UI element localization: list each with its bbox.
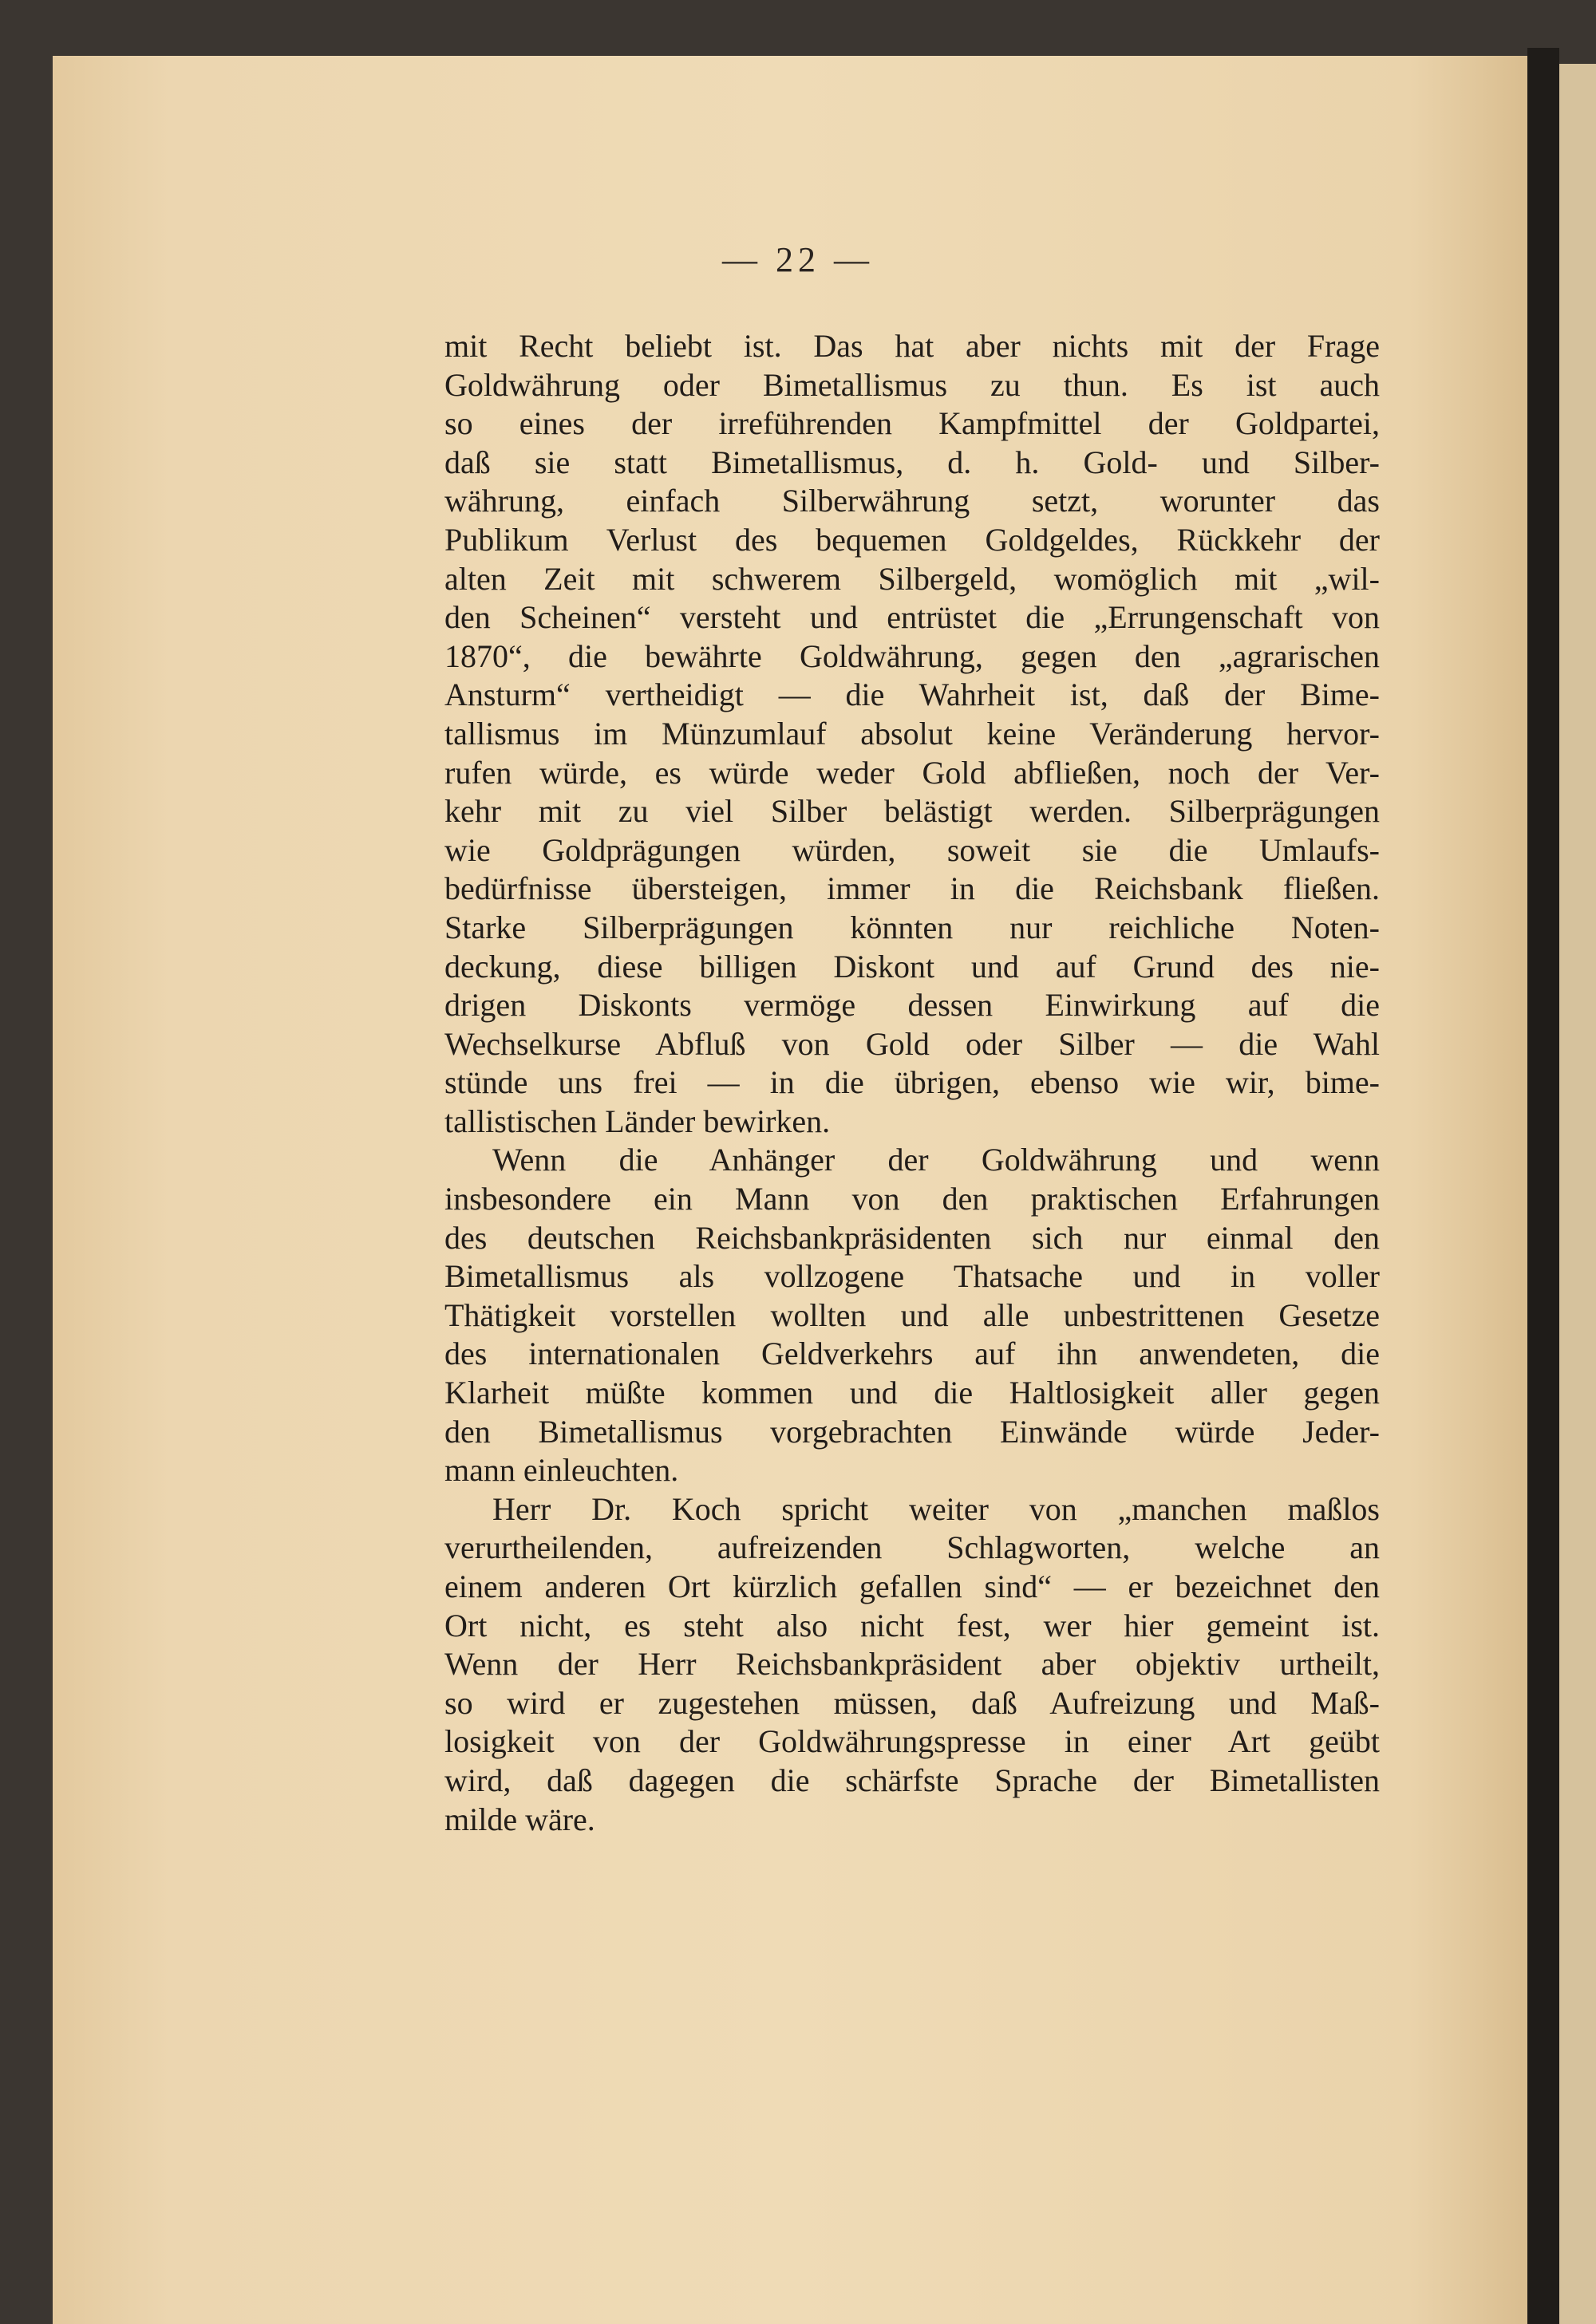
text-line: losigkeit von der Goldwährungspresse in einer Art geübt: [444, 1723, 1380, 1760]
text-line: milde wäre.: [444, 1801, 595, 1837]
text-line: Wenn der Herr Reichsbankpräsident aber objektiv urtheilt,: [444, 1646, 1380, 1683]
text-line: deckung, diese billigen Diskont und auf Grund des nie-: [444, 948, 1380, 984]
text-line: mit Recht beliebt ist. Das hat aber nichts mit der Frage: [444, 328, 1380, 364]
text-line: Wenn die Anhänger der Goldwährung und wenn: [492, 1142, 1380, 1178]
text-line: rufen würde, es würde weder Gold abfließen, noch der Ver-: [444, 754, 1380, 791]
text-line: währung, einfach Silberwährung setzt, worunter das: [444, 483, 1380, 519]
body-text: [444, 327, 1380, 1839]
text-line: Klarheit müßte kommen und die Haltlosigkeit aller gegen: [444, 1375, 1380, 1411]
text-line: tallistischen Länder bewirken.: [444, 1103, 831, 1139]
book-gutter: [1527, 48, 1559, 2324]
text-line: Bimetallismus als vollzogene Thatsache und in voller: [444, 1258, 1380, 1295]
text-line: drigen Diskonts vermöge dessen Einwirkung auf die: [444, 987, 1380, 1024]
text-line: bedürfnisse übersteigen, immer in die Reichsbank fließen.: [444, 870, 1380, 907]
text-line: verurtheilenden, aufreizenden Schlagworten, welche an: [444, 1529, 1380, 1566]
text-line: Ansturm“ vertheidigt — die Wahrheit ist, daß der Bime-: [444, 677, 1380, 713]
text-line: Publikum Verlust des bequemen Goldgeldes, Rückkehr der: [444, 521, 1380, 558]
text-line: insbesondere ein Mann von den praktischen Erfahrungen: [444, 1181, 1380, 1217]
text-line: tallismus im Münzumlauf absolut keine Veränderung hervor-: [444, 715, 1380, 752]
text-line: stünde uns frei — in die übrigen, ebenso wie wir, bime-: [444, 1064, 1380, 1101]
text-line: Herr Dr. Koch spricht weiter von „manchen maßlos: [492, 1490, 1380, 1527]
facing-page-edge: [1559, 64, 1596, 2324]
text-line: daß sie statt Bimetallismus, d. h. Gold- und Silber-: [444, 444, 1380, 480]
text-line: den Bimetallismus vorgebrachten Einwände würde Jeder-: [444, 1413, 1380, 1450]
text-line: Thätigkeit vorstellen wollten und alle unbestrittenen Gesetze: [444, 1296, 1380, 1333]
text-line: Ort nicht, es steht also nicht fest, wer hier gemeint ist.: [444, 1607, 1380, 1643]
text-line: wird, daß dagegen die schärfste Sprache der Bimetallisten: [444, 1762, 1380, 1798]
text-line: mann einleuchten.: [444, 1452, 679, 1489]
text-line: alten Zeit mit schwerem Silbergeld, womöglich mit „wil-: [444, 560, 1380, 597]
text-line: 1870“, die bewährte Goldwährung, gegen den „agrarischen: [444, 637, 1380, 674]
text-line: des deutschen Reichsbankpräsidenten sich nur einmal den: [444, 1219, 1380, 1256]
text-line: Wechselkurse Abfluß von Gold oder Silber — die Wahl: [444, 1025, 1380, 1062]
text-line: Starke Silberprägungen könnten nur reichliche Noten-: [444, 909, 1380, 945]
text-line: Goldwährung oder Bimetallismus zu thun. Es ist auch: [444, 366, 1380, 403]
text-line: des internationalen Geldverkehrs auf ihn anwendeten, die: [444, 1336, 1380, 1372]
text-line: kehr mit zu viel Silber belästigt werden. Silberprägungen: [444, 793, 1380, 830]
page-number: — 22 —: [722, 240, 874, 279]
text-line: so wird er zugestehen müssen, daß Aufreizung und Maß-: [444, 1684, 1380, 1721]
text-line: wie Goldprägungen würden, soweit sie die Umlaufs-: [444, 831, 1380, 868]
text-line: einem anderen Ort kürzlich gefallen sind“ — er bezeichnet den: [444, 1568, 1380, 1604]
text-line: den Scheinen“ versteht und entrüstet die „Errungenschaft von: [444, 599, 1380, 636]
text-line: so eines der irreführenden Kampfmittel der Goldpartei,: [444, 405, 1380, 442]
